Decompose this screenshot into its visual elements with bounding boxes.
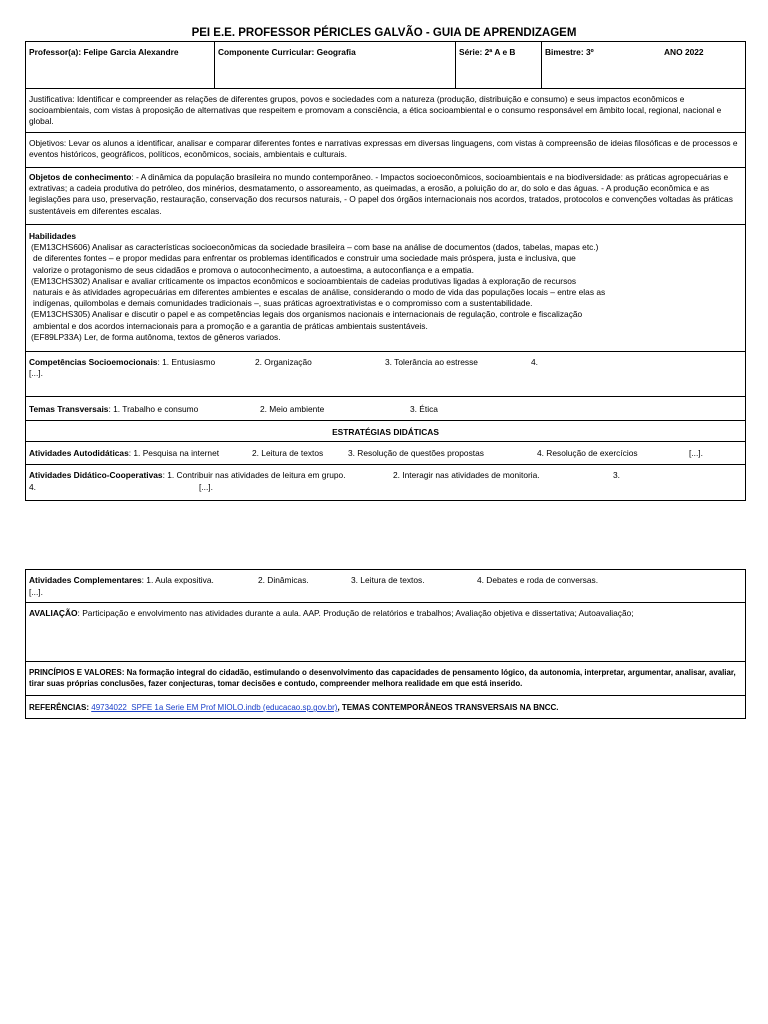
competencias-more: [...]. xyxy=(29,368,43,378)
competencia-item: 2. Organização xyxy=(255,357,312,367)
professor-field: Professor(a): Felipe Garcia Alexandre xyxy=(29,47,179,57)
componente-field: Componente Curricular: Geografia xyxy=(214,42,455,88)
autodidaticas-label: Atividades Autodidáticas xyxy=(29,448,129,458)
habilidade-line: (EM13CHS302) Analisar e avaliar criticamente os impactos econômicos e socioambientais de cadeias produtivas ligadas à exploração de recursos xyxy=(31,275,577,286)
cooperativas-section xyxy=(25,465,746,501)
tema-item: 2. Meio ambiente xyxy=(260,404,325,414)
habilidade-line: ambiental e dos acordos internacionais para a promoção e a garantia de práticas ambientais sustentáveis. xyxy=(33,320,428,331)
cooperativa-item: 2. Interagir nas atividades de monitoria. xyxy=(393,470,540,480)
complementares-label: Atividades Complementares xyxy=(29,575,142,585)
cooperativas-label: Atividades Didático-Cooperativas xyxy=(29,470,163,480)
habilidade-line: indígenas, quilombolas e demais comunidades tradicionais –, suas práticas agroextrativistas e o compromisso com a sustentabilidade. xyxy=(33,298,533,309)
autodidatica-item: : 1. Pesquisa na internet xyxy=(128,448,220,458)
bimestre-field: Bimestre: 3º xyxy=(545,47,594,57)
habilidade-line: naturais e às atividades agropecuárias em diferentes ambientes e escalas de análise, considerando o modo de vida das populações locais – entre elas as xyxy=(33,287,606,298)
cooperativa-item: : 1. Contribuir nas atividades de leitura em grupo. xyxy=(162,470,346,480)
competencia-item: : 1. Entusiasmo xyxy=(157,357,216,367)
autodidatica-item: 3. Resolução de questões propostas xyxy=(348,448,484,458)
principios-text: : Na formação integral do cidadão, estimulando o desenvolvimento das capacidades de pensamento lógico, da autonomia, interpretar, argumentar, analisar, avaliar, tirar suas próprias conclusões, fazer conjecturas, tomar decisões e contudo, compreender melhora realidade em que está inserido. xyxy=(29,668,736,688)
complementar-item: 2. Dinâmicas. xyxy=(258,575,309,585)
habilidade-line: valorize o protagonismo de seus cidadãos e promova o autoconhecimento, a autoestima, a autoconfiança e a empatia. xyxy=(33,264,474,275)
referencias-label: REFERÊNCIAS: xyxy=(29,703,90,712)
complementares-more: [...]. xyxy=(29,587,43,597)
serie-field: Série: 2ª A e B xyxy=(455,42,541,88)
principios-label: PRINCÍPIOS E VALORES xyxy=(29,668,122,677)
avaliacao-section xyxy=(25,603,746,662)
referencia-link[interactable]: 49734022_SPFE 1a Serie EM Prof MIOLO.indb (educacao.sp.gov.br) xyxy=(91,703,338,712)
justificativa-label: Justificativa xyxy=(29,94,73,104)
principios-section xyxy=(25,662,746,696)
temas-section xyxy=(25,397,746,421)
competencias-section xyxy=(25,352,746,397)
complementar-item: : 1. Aula expositiva. xyxy=(141,575,214,585)
habilidades-section xyxy=(25,225,746,352)
autodidaticas-more: [...]. xyxy=(689,448,703,458)
ano-field: ANO 2022 xyxy=(664,47,704,57)
objetivos-text: : Levar os alunos a identificar, analisar e comparar diferentes fontes e narrativas expressas em diversas linguagens, com vistas à compreensão de ideias filosóficas e de processos e eventos históricos, geográficos, políticos, econômicos, sociais, ambientais e culturais. xyxy=(29,138,738,160)
tema-item: : 1. Trabalho e consumo xyxy=(108,404,199,414)
complementares-section xyxy=(25,569,746,603)
justificativa-section xyxy=(25,89,746,133)
habilidade-line: (EM13CHS305) Analisar e discutir o papel e as competências legais dos organismos nacionais e internacionais de regulação, controle e fiscalização xyxy=(31,309,583,320)
habilidade-line: de diferentes fontes – e propor medidas para enfrentar os problemas identificados e construir uma sociedade mais próspera, justa e inclusiva, que xyxy=(33,253,576,264)
habilidades-label: Habilidades xyxy=(29,231,77,241)
objetos-section xyxy=(25,168,746,225)
estrategias-heading: ESTRATÉGIAS DIDÁTICAS xyxy=(25,421,746,442)
competencias-label: Competências Socioemocionais xyxy=(29,357,158,367)
objetivos-section xyxy=(25,133,746,168)
habilidade-line: (EM13CHS606) Analisar as características socioeconômicas da sociedade brasileira – com base na análise de documentos (dados, tabelas, mapas etc.) xyxy=(31,242,599,253)
avaliacao-label: AVALIAÇÃO xyxy=(29,608,78,618)
objetos-label: Objetos de conhecimento xyxy=(29,172,132,182)
autodidaticas-section xyxy=(25,442,746,465)
objetos-text: : - A dinâmica da população brasileira no mundo contemporâneo. - Impactos socioeconômicos, socioambientais e na biodiversidade: as práticas agropecuárias e extrativas; a cadeia produtiva do petróleo, dos minérios, desmatamento, o assoreamento, as queimadas, a erosão, a poluição do ar, do solo e das águas. - A produção econômica e as legislações para uso, preservação, restauração, conservação dos recursos naturais, - O papel dos órgãos internacionais nos acordos, tratados, protocolos e convenções voltadas às práticas sustentáveis em diferentes escalas. xyxy=(29,172,733,216)
tema-item: 3. Ética xyxy=(410,404,438,414)
cooperativa-item: 4. xyxy=(29,482,36,492)
justificativa-text: : Identificar e compreender as relações de diferentes grupos, povos e sociedades com a natureza (produção, distribuição e consumo) e seus impactos econômicos e socioambientais, com vistas à proposição de alternativas que respeitem e promovam a consciência, a ética socioambiental e o consumo responsável em âmbito local, regional, nacional e global. xyxy=(29,94,722,127)
competencia-item: 4. xyxy=(531,357,538,367)
temas-label: Temas Transversais xyxy=(29,404,109,414)
header-info-row xyxy=(25,41,746,89)
objetivos-label: Objetivos xyxy=(29,138,64,148)
referencias-suffix: , TEMAS CONTEMPORÂNEOS TRANSVERSAIS NA BNCC. xyxy=(337,703,559,712)
cooperativa-item: 3. xyxy=(613,470,620,480)
complementar-item: 3. Leitura de textos. xyxy=(351,575,425,585)
page-title: PEI E.E. PROFESSOR PÉRICLES GALVÃO - GUIA DE APRENDIZAGEM xyxy=(191,27,577,39)
referencias-section xyxy=(25,696,746,719)
habilidade-line: (EF89LP33A) Ler, de forma autônoma, textos de gêneros variados. xyxy=(31,331,281,342)
autodidatica-item: 2. Leitura de textos xyxy=(252,448,324,458)
avaliacao-text: : Participação e envolvimento nas atividades durante a aula. AAP. Produção de relatórios e trabalhos; Avaliação objetiva e dissertativa; Autoavaliação; xyxy=(77,608,634,618)
complementar-item: 4. Debates e roda de conversas. xyxy=(477,575,599,585)
autodidatica-item: 4. Resolução de exercícios xyxy=(537,448,638,458)
competencia-item: 3. Tolerância ao estresse xyxy=(385,357,478,367)
cooperativas-more: [...]. xyxy=(199,482,213,492)
bimestre-cell xyxy=(541,42,745,88)
